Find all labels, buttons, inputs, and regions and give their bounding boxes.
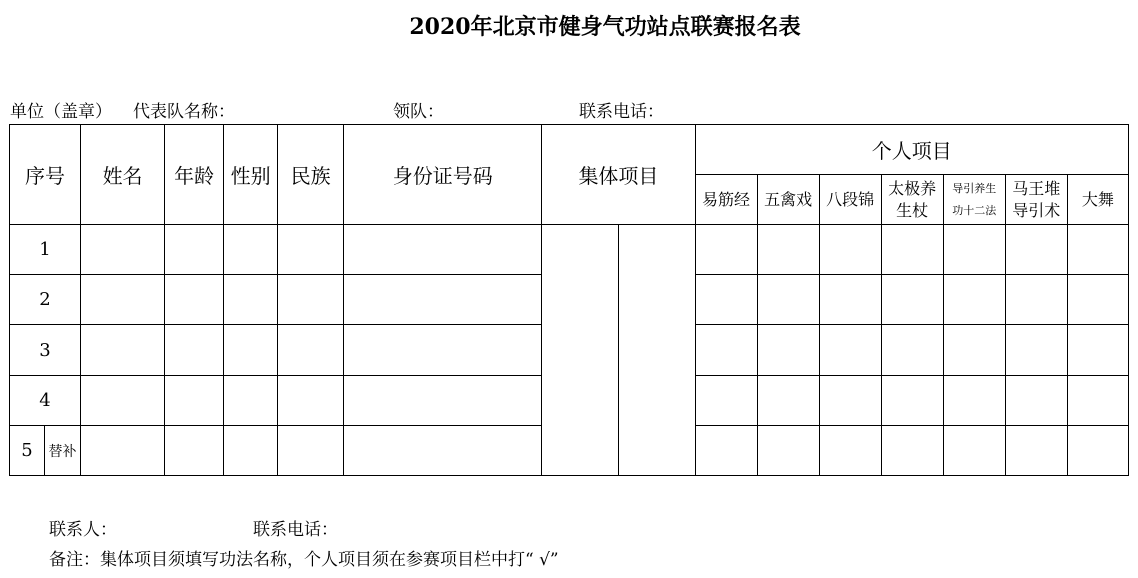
daoyin-cell[interactable] — [943, 325, 1005, 376]
wuqinxi-cell[interactable] — [757, 376, 819, 426]
row-number: 2 — [10, 275, 81, 325]
header-group-event: 集体项目 — [542, 125, 695, 225]
row-number: 1 — [10, 225, 81, 275]
header-gender: 性别 — [224, 125, 278, 225]
yijinjing-cell[interactable] — [695, 225, 757, 275]
header-daoyin-line1: 导引养生 — [952, 181, 997, 195]
taiji-cell[interactable] — [881, 376, 943, 426]
dawu-cell[interactable] — [1067, 376, 1128, 426]
header-mawangdui — [1005, 175, 1067, 225]
ethnicity-cell[interactable] — [278, 275, 344, 325]
registration-table — [9, 124, 1129, 476]
header-daoyin-line2: 功十二法 — [952, 203, 997, 217]
id-number-cell[interactable] — [344, 275, 542, 325]
ethnicity-cell[interactable] — [278, 426, 344, 476]
dawu-cell[interactable] — [1067, 426, 1128, 476]
row-number: 4 — [10, 376, 81, 426]
header-dawu: 大舞 — [1067, 175, 1128, 225]
age-cell[interactable] — [165, 275, 224, 325]
mawangdui-cell[interactable] — [1005, 376, 1067, 426]
id-number-cell[interactable] — [344, 376, 542, 426]
gender-cell[interactable] — [224, 376, 278, 426]
yijinjing-cell[interactable] — [695, 426, 757, 476]
header-age: 年龄 — [165, 125, 224, 225]
header-yijinjing: 易筋经 — [695, 175, 757, 225]
baduanjin-cell[interactable] — [819, 376, 881, 426]
taiji-cell[interactable] — [881, 325, 943, 376]
contact-person-label: 联系人： — [49, 520, 117, 540]
name-cell[interactable] — [81, 225, 165, 275]
age-cell[interactable] — [165, 426, 224, 476]
name-cell[interactable] — [81, 325, 165, 376]
header-ethnicity: 民族 — [278, 125, 344, 225]
header-individual-events: 个人项目 — [695, 125, 1129, 175]
wuqinxi-cell[interactable] — [757, 275, 819, 325]
phone-label: 联系电话： — [579, 102, 664, 122]
daoyin-cell[interactable] — [943, 275, 1005, 325]
gender-cell[interactable] — [224, 275, 278, 325]
page-title: 2020年北京市健身气功站点联赛报名表 — [409, 14, 801, 40]
baduanjin-cell[interactable] — [819, 225, 881, 275]
daoyin-cell[interactable] — [943, 376, 1005, 426]
yijinjing-cell[interactable] — [695, 376, 757, 426]
header-baduanjin: 八段锦 — [819, 175, 881, 225]
row-number: 5 — [10, 426, 45, 476]
yijinjing-cell[interactable] — [695, 325, 757, 376]
age-cell[interactable] — [165, 225, 224, 275]
mawangdui-cell[interactable] — [1005, 426, 1067, 476]
header-id-number: 身份证号码 — [344, 125, 542, 225]
note: 备注：集体项目须填写功法名称，个人项目须在参赛项目栏中打“ √” — [49, 550, 559, 570]
dawu-cell[interactable] — [1067, 325, 1128, 376]
mawangdui-cell[interactable] — [1005, 275, 1067, 325]
group-event-cell-right[interactable] — [619, 225, 695, 476]
yijinjing-cell[interactable] — [695, 275, 757, 325]
gender-cell[interactable] — [224, 225, 278, 275]
table-row — [10, 225, 1129, 275]
taiji-cell[interactable] — [881, 426, 943, 476]
header-taiji — [881, 175, 943, 225]
taiji-cell[interactable] — [881, 275, 943, 325]
daoyin-cell[interactable] — [943, 426, 1005, 476]
taiji-cell[interactable] — [881, 225, 943, 275]
wuqinxi-cell[interactable] — [757, 325, 819, 376]
daoyin-cell[interactable] — [943, 225, 1005, 275]
contact-phone-label: 联系电话： — [253, 520, 338, 540]
wuqinxi-cell[interactable] — [757, 426, 819, 476]
age-cell[interactable] — [165, 376, 224, 426]
id-number-cell[interactable] — [344, 426, 542, 476]
gender-cell[interactable] — [224, 426, 278, 476]
baduanjin-cell[interactable] — [819, 275, 881, 325]
ethnicity-cell[interactable] — [278, 225, 344, 275]
mawangdui-cell[interactable] — [1005, 325, 1067, 376]
gender-cell[interactable] — [224, 325, 278, 376]
mawangdui-cell[interactable] — [1005, 225, 1067, 275]
leader-label: 领队： — [393, 102, 444, 122]
unit-label: 单位（盖章） — [10, 102, 112, 122]
header-seq: 序号 — [10, 125, 81, 225]
id-number-cell[interactable] — [344, 325, 542, 376]
team-name-label: 代表队名称： — [133, 102, 235, 122]
header-daoyin — [943, 175, 1005, 225]
header-name: 姓名 — [81, 125, 165, 225]
age-cell[interactable] — [165, 325, 224, 376]
ethnicity-cell[interactable] — [278, 325, 344, 376]
ethnicity-cell[interactable] — [278, 376, 344, 426]
header-mawangdui-line2: 导引术 — [1012, 200, 1061, 220]
baduanjin-cell[interactable] — [819, 325, 881, 376]
name-cell[interactable] — [81, 275, 165, 325]
group-event-cell-left[interactable] — [542, 225, 619, 476]
row-number: 3 — [10, 325, 81, 376]
name-cell[interactable] — [81, 376, 165, 426]
header-mawangdui-line1: 马王堆 — [1012, 178, 1061, 198]
id-number-cell[interactable] — [344, 225, 542, 275]
header-taiji-line1: 太极养 — [888, 178, 937, 198]
baduanjin-cell[interactable] — [819, 426, 881, 476]
name-cell[interactable] — [81, 426, 165, 476]
dawu-cell[interactable] — [1067, 225, 1128, 275]
header-taiji-line2: 生杖 — [896, 200, 929, 220]
substitute-label: 替补 — [45, 426, 81, 476]
dawu-cell[interactable] — [1067, 275, 1128, 325]
wuqinxi-cell[interactable] — [757, 225, 819, 275]
header-wuqinxi: 五禽戏 — [757, 175, 819, 225]
